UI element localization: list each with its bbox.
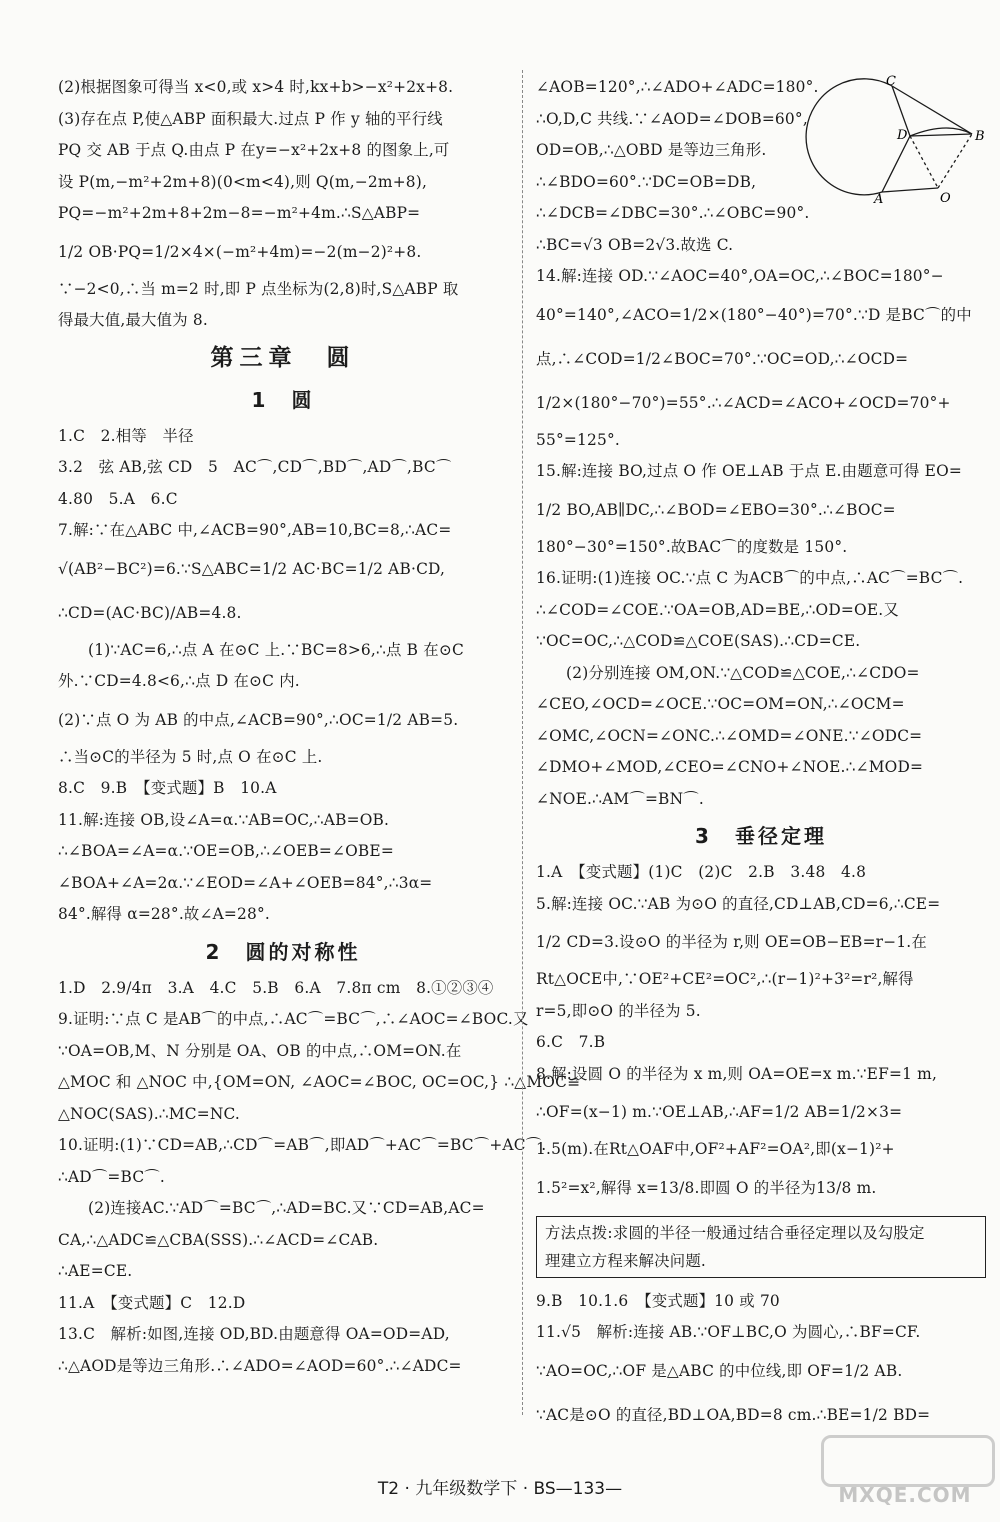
circle-geometry-figure <box>852 74 987 207</box>
text-line: ∵OC=OC,∴△COD≌△COE(SAS).∴CD=CE. <box>536 632 861 650</box>
text-line: 84°.解得 α=28°.故∠A=28°. <box>58 905 270 923</box>
text-line: ∴O,D,C 共线.∵∠AOD=∠DOB=60°, <box>536 109 808 128</box>
text-line: ∠AOB=120°,∴∠ADO+∠ADC=180°. <box>536 78 819 96</box>
text-line: OD=OB,∴△OBD 是等边三角形. <box>536 141 767 159</box>
label-b: B <box>975 129 985 144</box>
chapter-title: 第三章 圆 <box>210 344 356 371</box>
text-line: ∠OMC,∠OCN=∠ONC.∴∠OMD=∠ONE.∵∠ODC= <box>536 726 923 745</box>
text-line: r=5,即⊙O 的半径为 5. <box>536 1001 701 1020</box>
segment-do <box>910 136 938 188</box>
text-line: ∴CD=(AC·BC)/AB=4.8. <box>58 603 242 622</box>
text-line: (2)连接AC.∵AD⌒=BC⌒,∴AD=BC.又∵CD=AB,AC= <box>88 1199 485 1217</box>
text-line: (2)根据图象可得当 x<0,或 x>4 时,kx+b>−x²+2x+8. <box>58 78 454 96</box>
text-line: ∴∠BOA=∠A=α.∵OE=OB,∴∠OEB=∠OBE= <box>58 842 394 860</box>
label-o: O <box>940 191 951 206</box>
text-line: ∴∠COD=∠COE.∵OA=OB,AD=BE,∴OD=OE.又 <box>536 600 899 619</box>
text-line: ∴AE=CE. <box>58 1262 133 1280</box>
text-line: 1.D 2.9/4π 3.A 4.C 5.B 6.A 7.8π cm 8.①②③④ <box>58 978 494 997</box>
tip-line: 方法点拨:求圆的半径一般通过结合垂径定理以及勾股定 <box>545 1223 925 1242</box>
text-line: ∴OF=(x−1) m.∵OE⊥AB,∴AF=1/2 AB=1/2×3= <box>536 1103 903 1121</box>
text-line: 8.解:设圆 O 的半径为 x m,则 OA=OE=x m.∵EF=1 m, <box>536 1064 938 1083</box>
text-line: 8.C 9.B 【变式题】B 10.A <box>58 779 277 797</box>
text-line: 1/2 CD=3.设⊙O 的半径为 r,则 OE=OB−EB=r−1.在 <box>536 933 927 951</box>
text-line: (1)∵AC=6,∴点 A 在⊙C 上.∵BC=8>6,∴点 B 在⊙C <box>88 640 464 659</box>
text-line: 设 P(m,−m²+2m+8)(0<m<4),则 Q(m,−2m+8), <box>58 172 428 191</box>
segment-da <box>882 136 910 192</box>
section-title: 1 圆 <box>251 387 315 412</box>
page-footer: T2 · 九年级数学下 · BS—133— <box>377 1479 623 1499</box>
text-line: ∠DMO+∠MOD,∠CEO=∠CNO+∠NOE.∴∠MOD= <box>536 758 924 776</box>
watermark-logo <box>815 1435 995 1515</box>
text-line: 10.证明:(1)∵CD=AB,∴CD⌒=AB⌒,即AD⌒+AC⌒=BC⌒+AC⌒. <box>58 1136 547 1154</box>
text-line: ∠BOA+∠A=2α.∵∠EOD=∠A+∠OEB=84°,∴3α= <box>58 873 433 892</box>
text-line: 点,∴∠COD=1/2∠BOC=70°.∵OC=OD,∴∠OCD= <box>536 349 909 368</box>
column-divider <box>522 70 523 1415</box>
method-tip-box <box>536 1216 986 1278</box>
text-line: ∴∠BDO=60°.∵DC=OB=DB, <box>536 172 757 191</box>
text-line: 15.解:连接 BO,过点 O 作 OE⊥AB 于点 E.由题意可得 EO= <box>536 462 963 480</box>
text-line: 40°=140°,∠ACO=1/2×(180°−40°)=70°.∵D 是BC⌒的中 <box>536 305 972 324</box>
text-line: (2)∵点 O 为 AB 的中点,∠ACB=90°,∴OC=1/2 AB=5. <box>58 710 459 729</box>
text-line: 16.证明:(1)连接 OC.∵点 C 为ACB⌒的中点,∴AC⌒=BC⌒. <box>536 569 964 587</box>
text-line: PQ=−m²+2m+8+2m−8=−m²+4m.∴S△ABP= <box>58 204 421 222</box>
text-line: 13.C 解析:如图,连接 OD,BD.由题意得 OA=OD=AD, <box>58 1325 450 1343</box>
text-line: ∴BC=√3 OB=2√3.故选 C. <box>536 235 734 254</box>
segment-ao <box>882 188 938 192</box>
text-line: 180°−30°=150°.故BAC⌒的度数是 150°. <box>536 537 848 556</box>
text-line: 14.解:连接 OD.∵∠AOC=40°,OA=OC,∴∠BOC=180°− <box>536 267 944 285</box>
text-line: ∴∠DCB=∠DBC=30°.∴∠OBC=90°. <box>536 204 810 222</box>
text-line: ∵−2<0,∴当 m=2 时,即 P 点坐标为(2,8)时,S△ABP 取 <box>58 279 459 298</box>
text-line: ∵OA=OB,M、N 分别是 OA、OB 的中点,∴OM=ON.在 <box>58 1041 462 1060</box>
segment-db <box>910 134 972 136</box>
segment-ob <box>938 134 972 188</box>
label-c: C <box>886 74 896 89</box>
text-line: √(AB²−BC²)=6.∵S△ABC=1/2 AC·BC=1/2 AB·CD, <box>58 559 446 578</box>
text-line: 11.√5 解析:连接 AB.∵OF⊥BC,O 为圆心,∴BF=CF. <box>536 1323 921 1341</box>
text-line: 1.5(m).在Rt△OAF中,OF²+AF²=OA²,即(x−1)²+ <box>536 1140 895 1158</box>
text-line: 4.80 5.A 6.C <box>58 489 178 508</box>
section-title: 2 圆的对称性 <box>205 939 361 964</box>
text-line: 3.2 弦 AB,弦 CD 5 AC⌒,CD⌒,BD⌒,AD⌒,BC⌒ <box>58 458 452 476</box>
text-line: ∴当⊙C的半径为 5 时,点 O 在⊙C 上. <box>58 747 323 766</box>
text-line: ∠CEO,∠OCD=∠OCE.∵OC=OM=ON,∴∠OCM= <box>536 695 905 713</box>
text-line: 1/2×(180°−70°)=55°.∴∠ACD=∠ACO+∠OCD=70°+ <box>536 393 951 412</box>
text-line: CA,∴△ADC≌△CBA(SSS).∴∠ACD=∠CAB. <box>58 1230 379 1249</box>
text-line: △NOC(SAS).∴MC=NC. <box>58 1104 241 1123</box>
text-line: ∴AD⌒=BC⌒. <box>58 1167 165 1186</box>
text-line: ∵AO=OC,∴OF 是△ABC 的中位线,即 OF=1/2 AB. <box>536 1361 903 1380</box>
right-column <box>536 72 986 1437</box>
text-line: 1/2 BO,AB∥DC,∴∠BOD=∠EBO=30°.∴∠BOC= <box>536 500 896 519</box>
text-line: 1.C 2.相等 半径 <box>58 426 194 445</box>
text-line: 1.5²=x²,解得 x=13/8.即圆 O 的半径为13/8 m. <box>536 1178 877 1197</box>
text-line: 外.∵CD=4.8<6,∴点 D 在⊙C 内. <box>58 672 300 690</box>
text-line: 9.证明:∵点 C 是AB⌒的中点,∴AC⌒=BC⌒,∴∠AOC=∠BOC.又 <box>58 1010 529 1028</box>
text-line: 11.A 【变式题】C 12.D <box>58 1293 246 1312</box>
watermark-mark <box>821 1435 995 1487</box>
segment-cb <box>892 86 972 134</box>
label-d: D <box>897 128 908 143</box>
section-title: 3 垂径定理 <box>695 824 827 848</box>
text-line: 1/2 OB·PQ=1/2×4×(−m²+4m)=−2(m−2)²+8. <box>58 242 422 261</box>
text-line: 55°=125°. <box>536 430 620 449</box>
text-line: 得最大值,最大值为 8. <box>58 311 208 329</box>
text-line: 7.解:∵在△ABC 中,∠ACB=90°,AB=10,BC=8,∴AC= <box>58 521 452 539</box>
text-line: 1.A 【变式题】(1)C (2)C 2.B 3.48 4.8 <box>536 863 867 881</box>
text-line: PQ 交 AB 于点 Q.由点 P 在y=−x²+2x+8 的图象上,可 <box>58 141 450 159</box>
text-line: 6.C 7.B <box>536 1033 606 1051</box>
label-a: A <box>874 192 884 207</box>
watermark-text: MXQE.COM <box>838 1483 972 1507</box>
text-line: ∠NOE.∴AM⌒=BN⌒. <box>536 789 704 808</box>
text-line: 11.解:连接 OB,设∠A=α.∵AB=OC,∴AB=OB. <box>58 810 390 829</box>
text-line: Rt△OCE中,∵OE²+CE²=OC²,∴(r−1)²+3²=r²,解得 <box>536 970 914 988</box>
text-line: △MOC 和 △NOC 中,{OM=ON, ∠AOC=∠BOC, OC=OC,} ∴△MOC≌ <box>58 1073 581 1091</box>
text-line: (3)存在点 P,使△ABP 面积最大.过点 P 作 y 轴的平行线 <box>58 109 443 128</box>
tip-line: 理建立方程来解决问题. <box>545 1251 706 1270</box>
text-line: 9.B 10.1.6 【变式题】10 或 70 <box>536 1291 780 1310</box>
text-line: (2)分别连接 OM,ON.∵△COD≌△COE,∴∠CDO= <box>566 663 920 682</box>
text-line: 5.解:连接 OC.∵AB 为⊙O 的直径,CD⊥AB,CD=6,∴CE= <box>536 894 941 913</box>
text-line: ∴△AOD是等边三角形.∴∠ADO=∠AOD=60°.∴∠ADC= <box>58 1356 462 1375</box>
text-line: ∵AC是⊙O 的直径,BD⊥OA,BD=8 cm.∴BE=1/2 BD= <box>536 1405 931 1424</box>
